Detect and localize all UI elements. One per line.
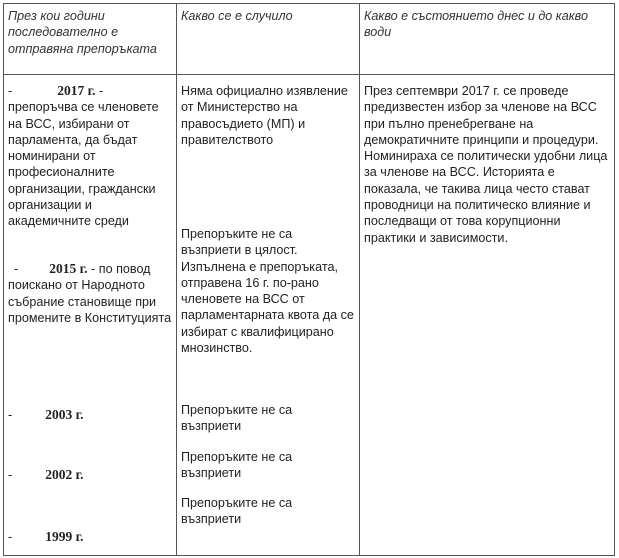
happened-item: Препоръките не са възприети	[181, 403, 293, 434]
year-item-2002: - 2002 г.	[8, 467, 84, 482]
header-state: Какво е състоянието днес и до какво води	[360, 4, 615, 75]
state-cell	[360, 75, 615, 556]
happened-item: Препоръките не са възприети	[181, 450, 293, 481]
year-text: - препоръчва се членовете на ВСС, избирани от парламента, да бъдат номинирани от професионалните организации, граждански организации и академичните среди	[8, 84, 159, 229]
year-label: 2017 г.	[57, 83, 96, 98]
happened-item: Няма официално изявление от Министерство на правосъдието (МП) и правителството	[181, 84, 348, 147]
year-label: 2002 г.	[45, 467, 84, 482]
happened-item: Препоръките не са възприети	[181, 496, 293, 527]
happened-item: Препоръките не са възприети в цялост. Изпълнена е препоръката, отправена 16 г. по-рано членовете на ВСС от парламентарната квота да се избират с квалифицирано мнозинство.	[181, 227, 354, 356]
year-item-2017: - 2017 г. - препоръчва се членовете на ВСС, избирани от парламента, да бъдат номинирани от професионалните организации, граждански организации и академичните среди	[8, 83, 159, 229]
year-label: 1999 г.	[45, 529, 84, 544]
years-cell	[4, 75, 177, 556]
happened-cell	[177, 75, 360, 556]
table-body-row	[4, 75, 615, 556]
year-label: 2015 г.	[49, 261, 88, 276]
year-text: - по повод поискано от Народното събрание становище при промените в Конституцията	[8, 262, 172, 325]
year-item-1999: - 1999 г.	[8, 529, 84, 544]
year-item-2003: - 2003 г.	[8, 407, 84, 422]
header-years: През кои години последователно е отправяна препоръката	[4, 4, 177, 75]
state-text: През септември 2017 г. се проведе предизвестен избор за членове на ВСС при пълно пренебрегване на демократичните принципи и процедури. Номинираха се политически удобни лица за членове на ВСС. Историята е показала, че такива лица често стават проводници на политическо влияние и последващи от това корупционни практики и зависимости.	[364, 84, 608, 245]
year-label: 2003 г.	[45, 407, 84, 422]
recommendations-table	[3, 3, 615, 556]
year-item-2015: - 2015 г. - по повод поискано от Народното събрание становище при промените в Конституцията	[8, 261, 172, 325]
header-happened: Какво се е случило	[177, 4, 360, 75]
table-header-row	[4, 4, 615, 75]
